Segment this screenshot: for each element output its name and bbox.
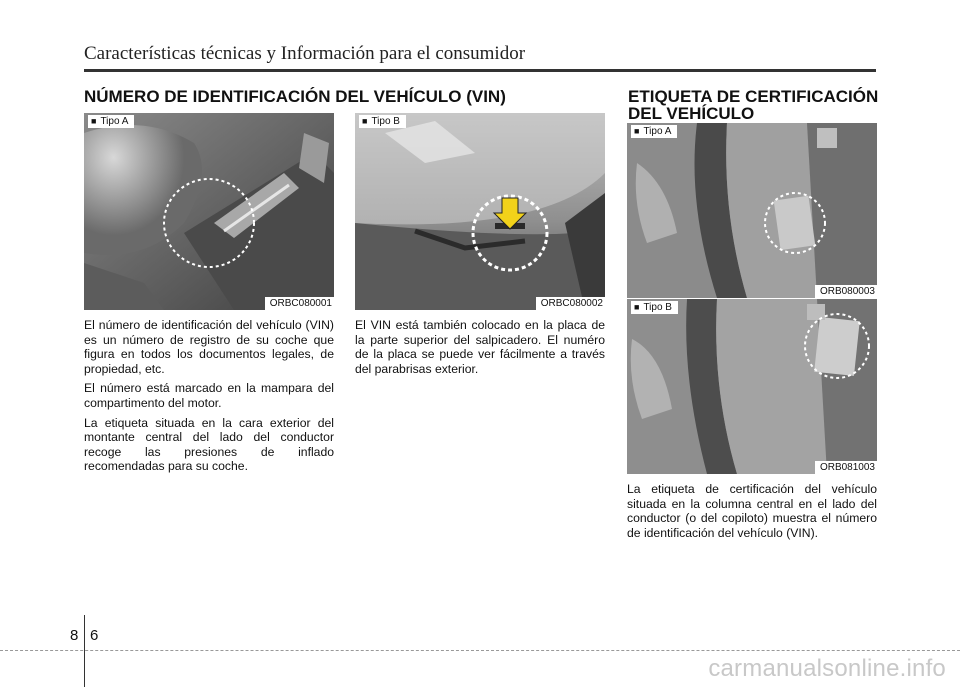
watermark: carmanualsonline.info	[708, 655, 946, 682]
paragraph: La etiqueta situada en la cara exterior del montante central del lado del conductor recoge las presiones de inflado recomendadas para su coche.	[84, 415, 334, 474]
page-number: 6	[90, 627, 99, 644]
paragraph: El VIN está también colocado en la placa de la parte superior del salpicadero. El numéro de la placa se puede ver fácilmente a través del parabrisas exterior.	[355, 318, 605, 376]
page-separator	[84, 615, 85, 687]
figure-cert-type-a	[627, 123, 877, 298]
figure-tag: ■ Tipo A	[88, 115, 134, 128]
windshield-illustration	[355, 113, 605, 310]
cert-section-title	[628, 88, 878, 122]
figure-tag: ■ Tipo B	[631, 301, 678, 314]
paragraph: El número de identificación del vehículo (VIN) es un número de registro de su coche que figura en todos los documentos legales, de propiedad, etc.	[84, 318, 334, 376]
cert-title-line2: DEL VEHÍCULO	[628, 104, 755, 123]
page-chapter: 8	[70, 627, 79, 644]
figure-vin-type-a	[84, 113, 334, 310]
vin-text-column-2	[355, 318, 605, 381]
cert-title-line1: ETIQUETA DE CERTIFICACIÓN	[628, 87, 879, 106]
figure-tag: ■ Tipo A	[631, 125, 677, 138]
paragraph: La etiqueta de certificación del vehículo situada en la columna central en el lado del conductor (o del copiloto) muestra el número de identificación del vehículo (VIN).	[627, 482, 877, 540]
cert-text-column	[627, 482, 877, 545]
figure-code: ORBC080001	[265, 297, 334, 310]
paragraph: El número está marcado en la mampara del compartimento del motor.	[84, 381, 334, 410]
b-pillar-illustration-b	[627, 299, 877, 474]
figure-cert-type-b	[627, 299, 877, 474]
figure-vin-type-b	[355, 113, 605, 310]
watermark-divider	[0, 650, 960, 651]
vin-text-column-1	[84, 318, 334, 479]
engine-bay-illustration	[84, 113, 334, 310]
vin-section-title: NÚMERO DE IDENTIFICACIÓN DEL VEHÍCULO (VIN)	[84, 87, 506, 106]
figure-code: ORB080003	[815, 285, 877, 298]
page-header-title: Características técnicas y Información para el consumidor	[84, 43, 526, 64]
header-rule	[84, 69, 876, 72]
b-pillar-illustration	[627, 123, 877, 298]
figure-code: ORBC080002	[536, 297, 605, 310]
figure-code: ORB081003	[815, 461, 877, 474]
figure-tag: ■ Tipo B	[359, 115, 406, 128]
